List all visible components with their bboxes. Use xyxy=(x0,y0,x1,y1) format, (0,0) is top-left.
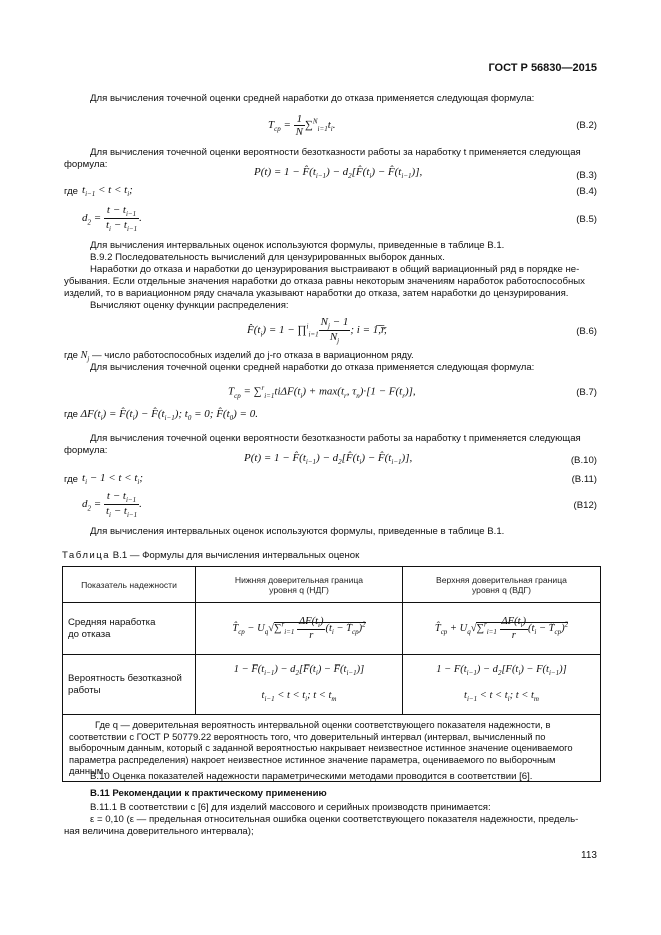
row1-line2: до отказа xyxy=(68,628,111,640)
page-number: 113 xyxy=(581,850,597,861)
row-label-reliability xyxy=(63,655,196,715)
header-upper-bound xyxy=(403,567,601,603)
formula-b11: $t_i - 1 < t < t_i$; xyxy=(82,472,144,487)
equation-number: (B.7) xyxy=(576,387,597,398)
formula-b4: $t_{i-1} < t < t_i$; xyxy=(82,184,133,199)
header-upper-line2: уровня q (ВДГ) xyxy=(471,584,532,595)
formula-b3: $P(t) = 1 - F̂(t_{i-1})$ − $d_2[F̂(t_i)$ − $F̂(t_{i-1})$], xyxy=(254,166,423,181)
table-note: Где q — доверительная вероятность интервальной оценки соответствующего показателя надежности, в соответствии с ГОСТ Р 50779.22 вероятность того, что доверительный интервал (интервал, вычисленный по выборочным данным, который с заданной вероятностью накрывает неизвестное истинное значение оцениваемого параметра распределения) накроет неизвестное истинное значение параметра, оцениваемого по выборочным данным. xyxy=(63,715,601,782)
equation-number: (B.10) xyxy=(570,455,597,466)
paragraph: Наработки до отказа и наработки до цензурирования выстраивают в общий вариационный ряд в порядке не- xyxy=(90,264,580,275)
header-upper-line1: Верхняя доверительная граница xyxy=(436,574,567,585)
header-lower-line2: уровня q (НДГ) xyxy=(269,584,329,595)
formula-mtbf-upper: $T̂_{cp} + U_q√\sum^r_{i=1}$ $\frac{\Delta F(t_i)}{r}$ ($t_i$ − $T̂_{cp})^2$ xyxy=(403,603,601,655)
paragraph: Для вычисления точечной оценки вероятности безотказности работы за наработку t применяется следующая xyxy=(90,433,581,444)
where-label: где xyxy=(64,186,79,197)
equation-number: (B.11) xyxy=(571,474,597,485)
formula-reliability-upper: $1 - F(t_{i-1}) - d_2[F(t_i) - F(t_{i-1})]$ $t_{i-1} < t < t_i$; $t < t_m$ xyxy=(403,655,601,715)
paragraph: ε = 0,10 (ε — предельная относительная ошибка оценки соответствующего показателя надежности, предель- xyxy=(90,814,579,825)
table-caption-text: В.1 — Формулы для вычисления интервальных оценок xyxy=(112,550,360,561)
header-lower-bound xyxy=(196,567,403,603)
formula-b6: $F̂(t_i) = 1$ − ∏$^i_{i=1}$ $\frac{N_j - 1}{N_j}$ ; i = 1̅,̅r̅, xyxy=(247,316,387,346)
paragraph: Для вычисления точечной оценки вероятности безотказности работы за наработку t применяется следующая xyxy=(90,147,581,158)
formula-reliability-lower: $1 - F̅(t_{i-1})$ − $d_2[F̅(t_i)$ − $F̅(t_{i-1})$] $t_{i-1} < t < t_i$; $t < t_m$ xyxy=(196,655,403,715)
paragraph: изделий, то в вариационном ряду сначала указывают наработки до отказа, затем наработки до цензурирования. xyxy=(64,288,569,299)
paragraph: В.11.1 В соответствии с [6] для изделий массового и серийных производств принимается: xyxy=(90,802,491,813)
table-row xyxy=(63,603,601,655)
formula-b7: $T_{cp} = \sum^r_{i=1}ti\Delta F(t_i) + \max(t_r$, $\tau_n)\cdot[1 - F(t_r)]$, xyxy=(228,384,416,400)
paragraph: убывания. Если отдельные значения наработки до отказа равны некоторым значениям наработок работоспособных xyxy=(64,276,585,287)
equation-number: (B12) xyxy=(573,500,597,511)
paragraph: Для вычисления интервальных оценок используются формулы, приведенные в таблице В.1. xyxy=(90,240,505,251)
table-row xyxy=(63,655,601,715)
formulas-table xyxy=(62,566,601,782)
paragraph: Вычисляют оценку функции распределения: xyxy=(90,300,289,311)
equation-number: (B.5) xyxy=(576,214,597,225)
paragraph-nj: где $N_j$ — число работоспособных изделий до j-го отказа в вариационном ряду. xyxy=(64,350,414,363)
formula-delta-f: где $\Delta F(t_i)$ = $F̂(t_i)$ − $F̂(t_{i-1})$; $t_0 = 0$; $F̂(t_0) = 0$. xyxy=(64,408,258,423)
formula-b12: $d_2$ = $\frac{t - t_{i-1}}{t_i - t_{i-1}}$ . xyxy=(82,490,142,520)
row-label-mtbf xyxy=(63,603,196,655)
equation-number: (B.6) xyxy=(576,326,597,337)
table-caption xyxy=(62,550,597,562)
standard-header: ГОСТ Р 56830—2015 xyxy=(488,62,597,74)
equation-number: (B.3) xyxy=(576,170,597,181)
table-header-row xyxy=(63,567,601,603)
paragraph: формула: xyxy=(64,159,108,170)
header-lower-line1: Нижняя доверительная граница xyxy=(234,574,364,585)
formula-b2: $T_{cp}$ = $\frac{1}{N}$ $\sum^N_{i=1}t_i$. xyxy=(268,113,336,138)
paragraph: Для вычисления интервальных оценок используются формулы, приведенные в таблице В.1. xyxy=(90,526,505,537)
paragraph: В.9.2 Последовательность вычислений для цензурированных выборок данных. xyxy=(90,252,445,263)
paragraph: ная величина доверительного интервала); xyxy=(64,826,254,837)
formula-mtbf-lower: $T̂_{cp} - U_q√\sum^r_{i=1}$ $\frac{\Delta F(t_i)}{r}$ ($t_i$ − $T̂_{cp})^2$ xyxy=(196,603,403,655)
table-caption-label: Таблица xyxy=(62,550,111,561)
formula-b10: $P(t) = 1 - F̂(t_{i-1})$ − $d_2[F̂(t_i)$ − $F̂(t_{i-1})$], xyxy=(244,452,413,467)
where-label: где xyxy=(64,474,79,485)
paragraph: формула: xyxy=(64,445,108,456)
row2-line1: Вероятность безотказной xyxy=(68,672,182,684)
paragraph: В.10 Оценка показателей надежности параметрическими методами проводится в соответствии [6]. xyxy=(90,771,533,782)
row1-line1: Средняя наработка xyxy=(68,616,156,628)
paragraph: Для вычисления точечной оценки средней наработки до отказа применяется следующая формула: xyxy=(90,93,535,104)
formula-b5: $d_2$ = $\frac{t - t_{i-1}}{t_i - t_{i-1}}$ . xyxy=(82,204,142,234)
section-heading: В.11 Рекомендации к практическому применению xyxy=(90,788,327,799)
equation-number: (B.2) xyxy=(576,120,597,131)
nj-description: — число работоспособных изделий до j-го отказа в вариационном ряду. xyxy=(91,350,414,361)
row2-line2: работы xyxy=(68,684,101,696)
equation-number: (B.4) xyxy=(576,186,597,197)
header-indicator: Показатель надежности xyxy=(63,567,196,603)
paragraph: Для вычисления точечной оценки средней наработки до отказа применяется следующая формула: xyxy=(90,362,535,373)
